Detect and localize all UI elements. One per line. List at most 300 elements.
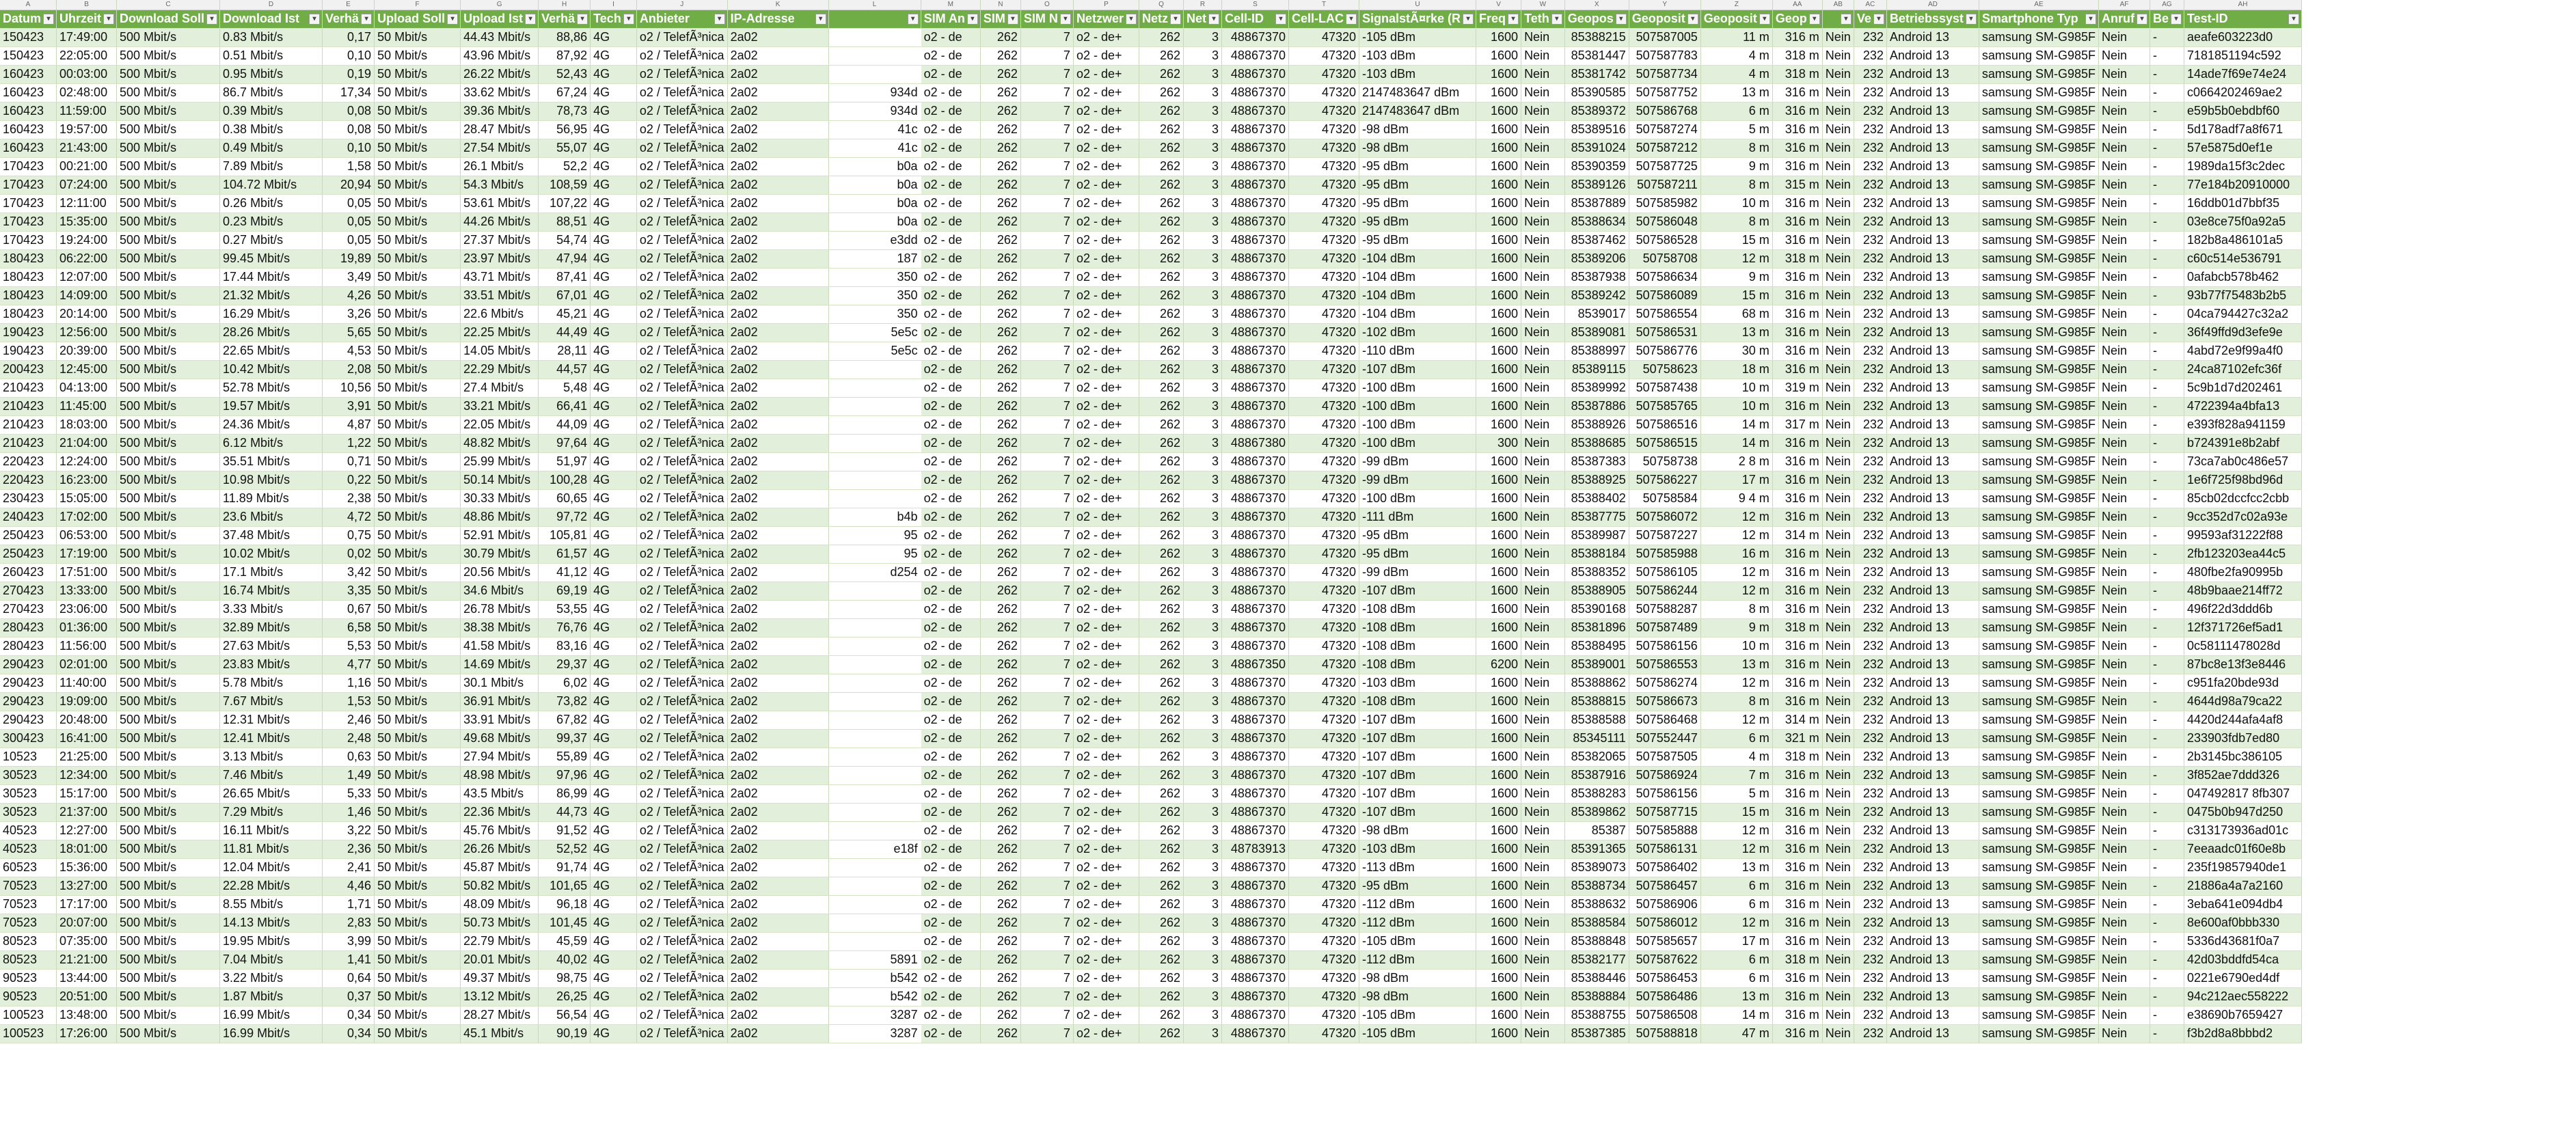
table-cell[interactable]: 0.27 Mbit/s: [220, 231, 323, 249]
table-cell[interactable]: 2a02: [727, 268, 828, 286]
table-cell[interactable]: 48867370: [1222, 65, 1289, 83]
table-cell[interactable]: Nein: [2098, 397, 2150, 415]
table-cell[interactable]: -: [2150, 397, 2184, 415]
table-cell[interactable]: 56,54: [539, 1006, 591, 1024]
table-cell[interactable]: o2 - de+: [1073, 268, 1139, 286]
table-cell[interactable]: 507586457: [1629, 877, 1700, 895]
table-cell[interactable]: [828, 397, 921, 415]
table-cell[interactable]: Nein: [2098, 618, 2150, 637]
table-cell[interactable]: 7: [1020, 766, 1073, 784]
table-cell[interactable]: 500 Mbit/s: [117, 1024, 220, 1043]
table-cell[interactable]: 500 Mbit/s: [117, 102, 220, 120]
table-cell[interactable]: 5,33: [323, 784, 375, 803]
table-cell[interactable]: Nein: [1822, 452, 1854, 471]
table-cell[interactable]: [828, 803, 921, 821]
table-cell[interactable]: o2 / TelefÃ³nica: [636, 415, 727, 434]
table-cell[interactable]: 262: [980, 120, 1020, 139]
table-cell[interactable]: Nein: [2098, 194, 2150, 213]
table-cell[interactable]: o2 - de: [921, 877, 980, 895]
table-cell[interactable]: 3: [1183, 452, 1221, 471]
table-cell[interactable]: 5c9b1d7d202461: [2184, 379, 2302, 397]
table-cell[interactable]: -: [2150, 176, 2184, 194]
table-cell[interactable]: 262: [1139, 914, 1183, 932]
table-cell[interactable]: 50 Mbit/s: [375, 28, 461, 46]
table-cell[interactable]: 232: [1854, 895, 1886, 914]
table-cell[interactable]: 500 Mbit/s: [117, 895, 220, 914]
table-cell[interactable]: 50 Mbit/s: [375, 526, 461, 545]
table-cell[interactable]: 87,41: [539, 268, 591, 286]
table-cell[interactable]: o2 - de+: [1073, 213, 1139, 231]
table-cell[interactable]: 104.72 Mbit/s: [220, 176, 323, 194]
table-cell[interactable]: 316 m: [1772, 1006, 1822, 1024]
table-cell[interactable]: c60c514e536791: [2184, 249, 2302, 268]
filter-dropdown-icon[interactable]: ▾: [1346, 14, 1357, 25]
column-letter[interactable]: AG: [2150, 0, 2184, 10]
table-cell[interactable]: 3: [1183, 803, 1221, 821]
table-cell[interactable]: 23.83 Mbit/s: [220, 655, 323, 674]
table-cell[interactable]: 3: [1183, 637, 1221, 655]
table-cell[interactable]: Nein: [1822, 120, 1854, 139]
table-cell[interactable]: 316 m: [1772, 342, 1822, 360]
table-cell[interactable]: Nein: [1521, 397, 1565, 415]
table-cell[interactable]: [828, 46, 921, 65]
table-cell[interactable]: o2 / TelefÃ³nica: [636, 83, 727, 102]
filter-dropdown-icon[interactable]: ▾: [2137, 14, 2147, 25]
table-cell[interactable]: b0a: [828, 176, 921, 194]
table-cell[interactable]: 77e184b20910000: [2184, 176, 2302, 194]
table-cell[interactable]: 8 m: [1700, 600, 1772, 618]
table-cell[interactable]: 7: [1020, 194, 1073, 213]
table-cell[interactable]: Nein: [1521, 766, 1565, 784]
table-cell[interactable]: 4G: [591, 65, 637, 83]
table-cell[interactable]: -: [2150, 840, 2184, 858]
table-cell[interactable]: 50 Mbit/s: [375, 803, 461, 821]
table-cell[interactable]: 7: [1020, 249, 1073, 268]
table-cell[interactable]: Nein: [1822, 28, 1854, 46]
table-cell[interactable]: 232: [1854, 305, 1886, 323]
table-cell[interactable]: 85388997: [1564, 342, 1629, 360]
table-cell[interactable]: 73,82: [539, 692, 591, 711]
table-cell[interactable]: o2 - de+: [1073, 600, 1139, 618]
table-cell[interactable]: 262: [980, 674, 1020, 692]
table-cell[interactable]: o2 - de+: [1073, 858, 1139, 877]
table-cell[interactable]: 262: [1139, 305, 1183, 323]
table-cell[interactable]: 6200: [1476, 655, 1521, 674]
table-cell[interactable]: samsung SM-G985F: [1979, 858, 2098, 877]
table-cell[interactable]: 4G: [591, 840, 637, 858]
table-cell[interactable]: 2b3145bc386105: [2184, 748, 2302, 766]
table-cell[interactable]: 50758623: [1629, 360, 1700, 379]
table-cell[interactable]: 316 m: [1772, 858, 1822, 877]
table-cell[interactable]: Android 13: [1886, 471, 1979, 489]
table-cell[interactable]: 42d03bddfd54ca: [2184, 950, 2302, 969]
table-cell[interactable]: 6.12 Mbit/s: [220, 434, 323, 452]
table-cell[interactable]: Android 13: [1886, 452, 1979, 471]
table-cell[interactable]: 1600: [1476, 840, 1521, 858]
table-cell[interactable]: 7: [1020, 452, 1073, 471]
table-cell[interactable]: 0,37: [323, 987, 375, 1006]
table-cell[interactable]: 262: [980, 803, 1020, 821]
table-cell[interactable]: 500 Mbit/s: [117, 766, 220, 784]
table-cell[interactable]: 232: [1854, 157, 1886, 176]
table-cell[interactable]: 50 Mbit/s: [375, 139, 461, 157]
table-cell[interactable]: 210423: [0, 379, 57, 397]
table-cell[interactable]: 3eba641e094db4: [2184, 895, 2302, 914]
table-cell[interactable]: 3: [1183, 692, 1221, 711]
table-cell[interactable]: Android 13: [1886, 157, 1979, 176]
table-cell[interactable]: -104 dBm: [1359, 305, 1476, 323]
table-cell[interactable]: 12:45:00: [57, 360, 117, 379]
column-letter[interactable]: L: [828, 0, 921, 10]
table-cell[interactable]: Nein: [1521, 415, 1565, 434]
table-cell[interactable]: Android 13: [1886, 729, 1979, 748]
table-cell[interactable]: 06:22:00: [57, 249, 117, 268]
table-cell[interactable]: Android 13: [1886, 914, 1979, 932]
table-cell[interactable]: 232: [1854, 600, 1886, 618]
table-cell[interactable]: 69,19: [539, 581, 591, 600]
table-cell[interactable]: o2 / TelefÃ³nica: [636, 969, 727, 987]
table-cell[interactable]: samsung SM-G985F: [1979, 342, 2098, 360]
table-cell[interactable]: 22.6 Mbit/s: [461, 305, 539, 323]
table-cell[interactable]: 10.98 Mbit/s: [220, 471, 323, 489]
filter-dropdown-icon[interactable]: ▾: [815, 14, 826, 25]
table-cell[interactable]: 0475b0b947d250: [2184, 803, 2302, 821]
table-cell[interactable]: 1600: [1476, 692, 1521, 711]
table-cell[interactable]: Nein: [1822, 600, 1854, 618]
table-cell[interactable]: 85388884: [1564, 987, 1629, 1006]
table-cell[interactable]: 232: [1854, 950, 1886, 969]
table-cell[interactable]: o2 / TelefÃ³nica: [636, 213, 727, 231]
table-cell[interactable]: 262: [1139, 563, 1183, 581]
table-cell[interactable]: 44.26 Mbit/s: [461, 213, 539, 231]
table-cell[interactable]: 20:14:00: [57, 305, 117, 323]
table-cell[interactable]: -: [2150, 729, 2184, 748]
table-cell[interactable]: 2,48: [323, 729, 375, 748]
table-cell[interactable]: 507585657: [1629, 932, 1700, 950]
table-cell[interactable]: 85389242: [1564, 286, 1629, 305]
table-cell[interactable]: 1600: [1476, 65, 1521, 83]
table-cell[interactable]: 91,74: [539, 858, 591, 877]
table-cell[interactable]: 50 Mbit/s: [375, 342, 461, 360]
table-cell[interactable]: Nein: [1822, 379, 1854, 397]
table-cell[interactable]: 500 Mbit/s: [117, 821, 220, 840]
table-cell[interactable]: 319 m: [1772, 379, 1822, 397]
table-cell[interactable]: [828, 692, 921, 711]
table-cell[interactable]: o2 - de: [921, 231, 980, 249]
table-cell[interactable]: 50 Mbit/s: [375, 563, 461, 581]
table-cell[interactable]: 262: [1139, 969, 1183, 987]
table-cell[interactable]: 4G: [591, 674, 637, 692]
table-cell[interactable]: -: [2150, 360, 2184, 379]
table-cell[interactable]: 290423: [0, 692, 57, 711]
table-cell[interactable]: 20.56 Mbit/s: [461, 563, 539, 581]
table-cell[interactable]: 262: [980, 268, 1020, 286]
table-cell[interactable]: 507586673: [1629, 692, 1700, 711]
table-cell[interactable]: 48867370: [1222, 139, 1289, 157]
table-cell[interactable]: o2 - de: [921, 545, 980, 563]
table-cell[interactable]: 8 m: [1700, 692, 1772, 711]
table-cell[interactable]: o2 - de: [921, 969, 980, 987]
table-cell[interactable]: 180423: [0, 305, 57, 323]
table-cell[interactable]: 41.58 Mbit/s: [461, 637, 539, 655]
table-cell[interactable]: 316 m: [1772, 471, 1822, 489]
column-letter[interactable]: O: [1020, 0, 1073, 10]
table-cell[interactable]: Android 13: [1886, 231, 1979, 249]
table-cell[interactable]: o2 - de: [921, 674, 980, 692]
table-cell[interactable]: 50 Mbit/s: [375, 231, 461, 249]
table-cell[interactable]: 3: [1183, 249, 1221, 268]
table-cell[interactable]: 262: [1139, 618, 1183, 637]
table-cell[interactable]: 48867370: [1222, 674, 1289, 692]
table-cell[interactable]: 2,83: [323, 914, 375, 932]
table-cell[interactable]: 21:21:00: [57, 950, 117, 969]
table-cell[interactable]: 507585982: [1629, 194, 1700, 213]
table-cell[interactable]: 12 m: [1700, 508, 1772, 526]
table-cell[interactable]: -103 dBm: [1359, 65, 1476, 83]
table-cell[interactable]: o2 / TelefÃ³nica: [636, 545, 727, 563]
table-cell[interactable]: 99.45 Mbit/s: [220, 249, 323, 268]
table-cell[interactable]: 1600: [1476, 914, 1521, 932]
table-cell[interactable]: 40523: [0, 840, 57, 858]
table-cell[interactable]: Nein: [1521, 65, 1565, 83]
table-cell[interactable]: 7: [1020, 231, 1073, 249]
table-cell[interactable]: 7: [1020, 784, 1073, 803]
table-cell[interactable]: -98 dBm: [1359, 821, 1476, 840]
table-cell[interactable]: 1.87 Mbit/s: [220, 987, 323, 1006]
table-cell[interactable]: 17:17:00: [57, 895, 117, 914]
table-cell[interactable]: 1600: [1476, 1024, 1521, 1043]
table-cell[interactable]: 262: [1139, 508, 1183, 526]
table-cell[interactable]: 934d: [828, 102, 921, 120]
table-cell[interactable]: Android 13: [1886, 581, 1979, 600]
table-cell[interactable]: 507586274: [1629, 674, 1700, 692]
table-cell[interactable]: 262: [1139, 471, 1183, 489]
table-cell[interactable]: samsung SM-G985F: [1979, 139, 2098, 157]
table-cell[interactable]: Nein: [1822, 895, 1854, 914]
table-cell[interactable]: 4G: [591, 102, 637, 120]
table-cell[interactable]: 262: [980, 46, 1020, 65]
table-cell[interactable]: 1600: [1476, 545, 1521, 563]
table-cell[interactable]: -98 dBm: [1359, 120, 1476, 139]
table-cell[interactable]: 316 m: [1772, 655, 1822, 674]
table-cell[interactable]: 2a02: [727, 637, 828, 655]
table-cell[interactable]: 50 Mbit/s: [375, 176, 461, 194]
table-cell[interactable]: 1600: [1476, 268, 1521, 286]
table-cell[interactable]: 5891: [828, 950, 921, 969]
table-cell[interactable]: 6 m: [1700, 950, 1772, 969]
table-cell[interactable]: 262: [1139, 987, 1183, 1006]
table-cell[interactable]: 48867370: [1222, 526, 1289, 545]
table-cell[interactable]: 47320: [1289, 213, 1359, 231]
table-cell[interactable]: Nein: [1822, 950, 1854, 969]
table-cell[interactable]: 316 m: [1772, 28, 1822, 46]
table-cell[interactable]: [828, 932, 921, 950]
table-cell[interactable]: 3: [1183, 563, 1221, 581]
table-cell[interactable]: 507586105: [1629, 563, 1700, 581]
table-cell[interactable]: Nein: [2098, 692, 2150, 711]
table-cell[interactable]: Nein: [2098, 508, 2150, 526]
table-cell[interactable]: 11:56:00: [57, 637, 117, 655]
table-cell[interactable]: 27.37 Mbit/s: [461, 231, 539, 249]
table-cell[interactable]: 101,45: [539, 914, 591, 932]
table-cell[interactable]: 5,53: [323, 637, 375, 655]
table-cell[interactable]: 48867370: [1222, 46, 1289, 65]
table-cell[interactable]: 4,46: [323, 877, 375, 895]
table-cell[interactable]: o2 / TelefÃ³nica: [636, 508, 727, 526]
table-cell[interactable]: 2a02: [727, 950, 828, 969]
table-cell[interactable]: 262: [980, 415, 1020, 434]
table-cell[interactable]: 2a02: [727, 526, 828, 545]
table-cell[interactable]: Nein: [1521, 692, 1565, 711]
table-cell[interactable]: 9 m: [1700, 268, 1772, 286]
table-cell[interactable]: 4G: [591, 471, 637, 489]
table-cell[interactable]: 48867370: [1222, 360, 1289, 379]
table-cell[interactable]: 4G: [591, 618, 637, 637]
table-cell[interactable]: 03e8ce75f0a92a5: [2184, 213, 2302, 231]
table-cell[interactable]: 97,96: [539, 766, 591, 784]
table-cell[interactable]: 23.6 Mbit/s: [220, 508, 323, 526]
table-cell[interactable]: 85cb02dccfcc2cbb: [2184, 489, 2302, 508]
table-cell[interactable]: 170423: [0, 231, 57, 249]
table-cell[interactable]: 13 m: [1700, 323, 1772, 342]
table-cell[interactable]: 41,12: [539, 563, 591, 581]
table-cell[interactable]: 45.87 Mbit/s: [461, 858, 539, 877]
table-cell[interactable]: Android 13: [1886, 139, 1979, 157]
column-letter[interactable]: U: [1359, 0, 1476, 10]
table-cell[interactable]: o2 / TelefÃ³nica: [636, 748, 727, 766]
table-cell[interactable]: 507587211: [1629, 176, 1700, 194]
table-cell[interactable]: aeafe603223d0: [2184, 28, 2302, 46]
table-cell[interactable]: 7: [1020, 895, 1073, 914]
table-cell[interactable]: 500 Mbit/s: [117, 471, 220, 489]
table-cell[interactable]: Android 13: [1886, 508, 1979, 526]
table-cell[interactable]: o2 / TelefÃ³nica: [636, 914, 727, 932]
table-cell[interactable]: 14 m: [1700, 1006, 1772, 1024]
table-cell[interactable]: samsung SM-G985F: [1979, 305, 2098, 323]
table-cell[interactable]: 47320: [1289, 102, 1359, 120]
table-cell[interactable]: o2 - de: [921, 711, 980, 729]
table-cell[interactable]: 4G: [591, 28, 637, 46]
table-cell[interactable]: 48867370: [1222, 766, 1289, 784]
table-cell[interactable]: o2 / TelefÃ³nica: [636, 120, 727, 139]
table-cell[interactable]: 48867370: [1222, 305, 1289, 323]
column-letter[interactable]: AC: [1854, 0, 1886, 10]
table-cell[interactable]: 232: [1854, 213, 1886, 231]
table-cell[interactable]: 48867370: [1222, 176, 1289, 194]
table-cell[interactable]: o2 - de: [921, 323, 980, 342]
table-cell[interactable]: 85388215: [1564, 28, 1629, 46]
table-cell[interactable]: samsung SM-G985F: [1979, 618, 2098, 637]
table-cell[interactable]: 2a02: [727, 176, 828, 194]
table-cell[interactable]: 50 Mbit/s: [375, 415, 461, 434]
table-cell[interactable]: 47320: [1289, 397, 1359, 415]
table-cell[interactable]: 13:48:00: [57, 1006, 117, 1024]
table-cell[interactable]: 3: [1183, 379, 1221, 397]
table-cell[interactable]: Nein: [1822, 139, 1854, 157]
table-cell[interactable]: 232: [1854, 748, 1886, 766]
table-cell[interactable]: 43.96 Mbit/s: [461, 46, 539, 65]
table-cell[interactable]: 3: [1183, 28, 1221, 46]
column-letter[interactable]: Z: [1700, 0, 1772, 10]
table-cell[interactable]: 11:59:00: [57, 102, 117, 120]
table-cell[interactable]: 100,28: [539, 471, 591, 489]
table-cell[interactable]: 232: [1854, 987, 1886, 1006]
table-cell[interactable]: 33.51 Mbit/s: [461, 286, 539, 305]
table-cell[interactable]: o2 - de+: [1073, 932, 1139, 950]
table-cell[interactable]: 12 m: [1700, 563, 1772, 581]
column-letter[interactable]: AB: [1822, 0, 1854, 10]
table-cell[interactable]: -: [2150, 563, 2184, 581]
table-cell[interactable]: 85390359: [1564, 157, 1629, 176]
table-cell[interactable]: o2 - de: [921, 766, 980, 784]
table-cell[interactable]: 0,05: [323, 194, 375, 213]
table-cell[interactable]: 262: [980, 618, 1020, 637]
table-cell[interactable]: 2a02: [727, 581, 828, 600]
table-cell[interactable]: -100 dBm: [1359, 379, 1476, 397]
table-cell[interactable]: 17:26:00: [57, 1024, 117, 1043]
table-cell[interactable]: 17 m: [1700, 932, 1772, 950]
table-cell[interactable]: [828, 821, 921, 840]
table-cell[interactable]: 12.04 Mbit/s: [220, 858, 323, 877]
table-cell[interactable]: 40,02: [539, 950, 591, 969]
table-cell[interactable]: 2a02: [727, 711, 828, 729]
table-cell[interactable]: 76,76: [539, 618, 591, 637]
table-cell[interactable]: [828, 65, 921, 83]
table-cell[interactable]: 262: [980, 342, 1020, 360]
table-cell[interactable]: 50 Mbit/s: [375, 674, 461, 692]
table-cell[interactable]: 262: [980, 471, 1020, 489]
table-cell[interactable]: 262: [1139, 748, 1183, 766]
table-cell[interactable]: 232: [1854, 545, 1886, 563]
table-cell[interactable]: o2 / TelefÃ³nica: [636, 858, 727, 877]
table-cell[interactable]: Nein: [1822, 748, 1854, 766]
table-cell[interactable]: 48.98 Mbit/s: [461, 766, 539, 784]
table-cell[interactable]: 262: [1139, 637, 1183, 655]
table-cell[interactable]: 7: [1020, 655, 1073, 674]
table-cell[interactable]: 262: [980, 692, 1020, 711]
table-cell[interactable]: b542: [828, 969, 921, 987]
table-cell[interactable]: Nein: [2098, 526, 2150, 545]
table-cell[interactable]: 314 m: [1772, 711, 1822, 729]
table-cell[interactable]: 47320: [1289, 914, 1359, 932]
table-cell[interactable]: Nein: [1521, 434, 1565, 452]
table-cell[interactable]: 232: [1854, 397, 1886, 415]
table-cell[interactable]: 20:51:00: [57, 987, 117, 1006]
table-cell[interactable]: 160423: [0, 83, 57, 102]
table-cell[interactable]: o2 / TelefÃ³nica: [636, 711, 727, 729]
table-cell[interactable]: Nein: [1822, 46, 1854, 65]
table-cell[interactable]: 232: [1854, 840, 1886, 858]
table-cell[interactable]: [828, 655, 921, 674]
table-cell[interactable]: Nein: [2098, 213, 2150, 231]
table-cell[interactable]: 6 m: [1700, 895, 1772, 914]
table-cell[interactable]: [828, 784, 921, 803]
table-cell[interactable]: Nein: [1822, 1006, 1854, 1024]
table-cell[interactable]: 300: [1476, 434, 1521, 452]
table-cell[interactable]: 7eeaadc01f60e8b: [2184, 840, 2302, 858]
table-cell[interactable]: 4G: [591, 323, 637, 342]
table-cell[interactable]: 17:49:00: [57, 28, 117, 46]
table-cell[interactable]: 50 Mbit/s: [375, 213, 461, 231]
table-cell[interactable]: 7: [1020, 213, 1073, 231]
table-cell[interactable]: 97,64: [539, 434, 591, 452]
table-cell[interactable]: 500 Mbit/s: [117, 987, 220, 1006]
table-cell[interactable]: -107 dBm: [1359, 711, 1476, 729]
table-cell[interactable]: 7: [1020, 674, 1073, 692]
table-cell[interactable]: 500 Mbit/s: [117, 803, 220, 821]
table-cell[interactable]: 500 Mbit/s: [117, 1006, 220, 1024]
table-cell[interactable]: 30.1 Mbit/s: [461, 674, 539, 692]
